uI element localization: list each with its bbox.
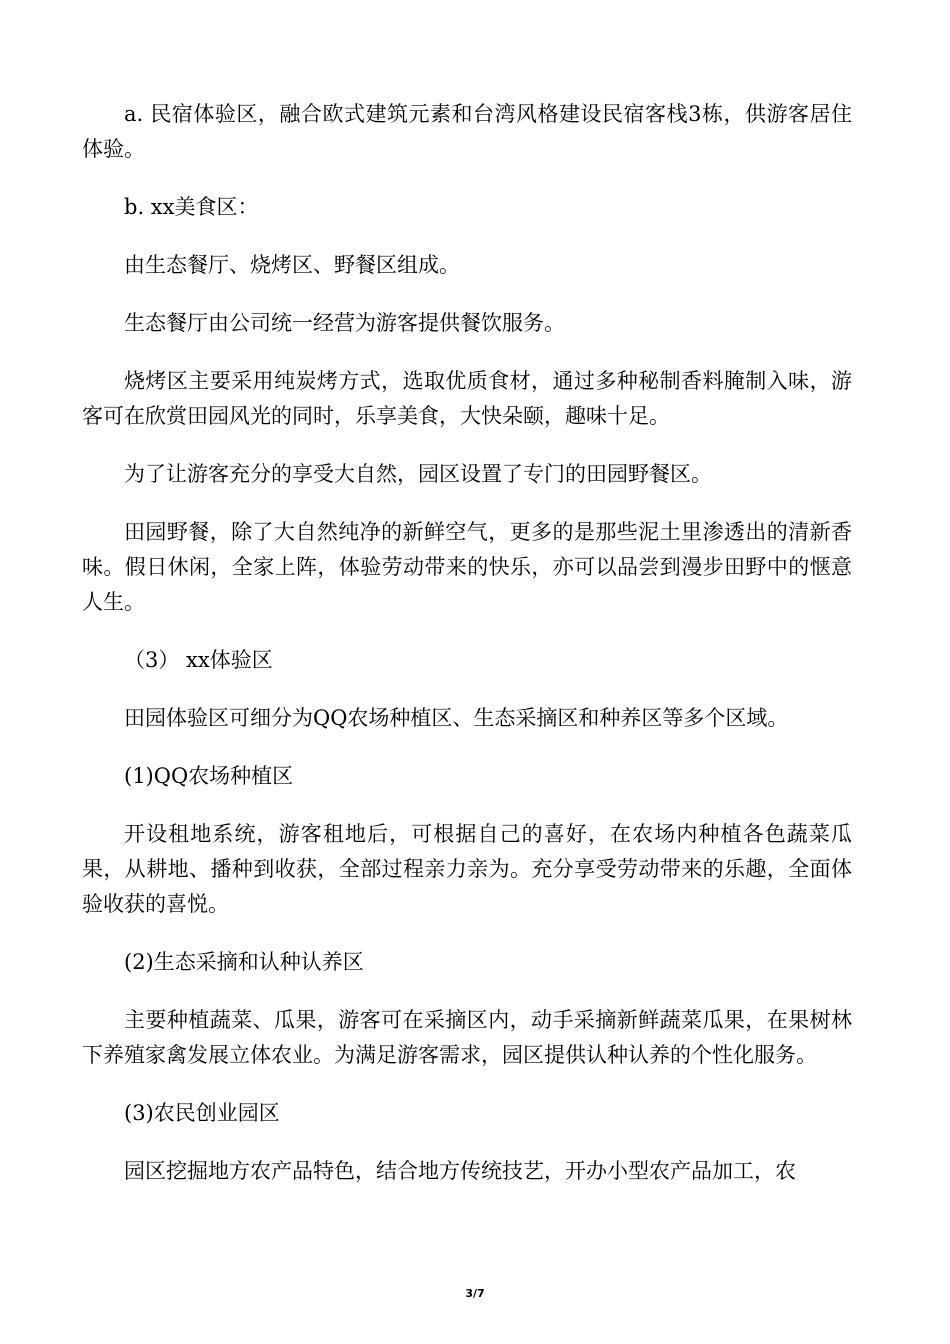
paragraph-picking-area: 主要种植蔬菜、瓜果，游客可在采摘区内，动手采摘新鲜蔬菜瓜果，在果树林下养殖家禽发展立体农业。为满足游客需求，园区提供认种认养的个性化服务。 [82, 1008, 852, 1067]
heading-experience-area: （3） xx体验区 [124, 648, 273, 672]
paragraph-experience-subareas: 田园体验区可细分为QQ农场种植区、生态采摘区和种养区等多个区域。 [124, 706, 789, 730]
paragraph-bbq-area: 烧烤区主要采用纯炭烤方式，选取优质食材，通过多种秘制香料腌制入味，游客可在欣赏田园风光的同时，乐享美食，大快朵颐，趣味十足。 [82, 369, 852, 428]
paragraph-farmer-startup: 园区挖掘地方农产品特色，结合地方传统技艺，开办小型农产品加工，农 [124, 1159, 796, 1183]
document-body [82, 97, 852, 1212]
heading-food-area: b. xx美食区： [124, 195, 259, 219]
heading-farmer-startup: (3)农民创业园区 [124, 1101, 280, 1125]
paragraph-picnic-intro: 为了让游客充分的享受大自然，园区设置了专门的田园野餐区。 [124, 462, 712, 486]
paragraph-picnic-detail: 田园野餐，除了大自然纯净的新鲜空气，更多的是那些泥土里渗透出的清新香味。假日休闲，全家上阵，体验劳动带来的快乐，亦可以品尝到漫步田野中的惬意人生。 [82, 520, 852, 614]
page-number: 3/7 [465, 1287, 485, 1300]
heading-qq-farm: (1)QQ农场种植区 [124, 764, 294, 788]
heading-picking-area: (2)生态采摘和认种认养区 [124, 950, 364, 974]
paragraph-food-composition: 由生态餐厅、烧烤区、野餐区组成。 [124, 253, 460, 277]
paragraph-homestay: a. 民宿体验区，融合欧式建筑元素和台湾风格建设民宿客栈3栋，供游客居住体验。 [82, 102, 852, 161]
paragraph-eco-restaurant: 生态餐厅由公司统一经营为游客提供餐饮服务。 [124, 311, 565, 335]
paragraph-qq-farm: 开设租地系统，游客租地后，可根据自己的喜好，在农场内种植各色蔬菜瓜果，从耕地、播种到收获，全部过程亲力亲为。充分享受劳动带来的乐趣，全面体验收获的喜悦。 [82, 822, 852, 916]
